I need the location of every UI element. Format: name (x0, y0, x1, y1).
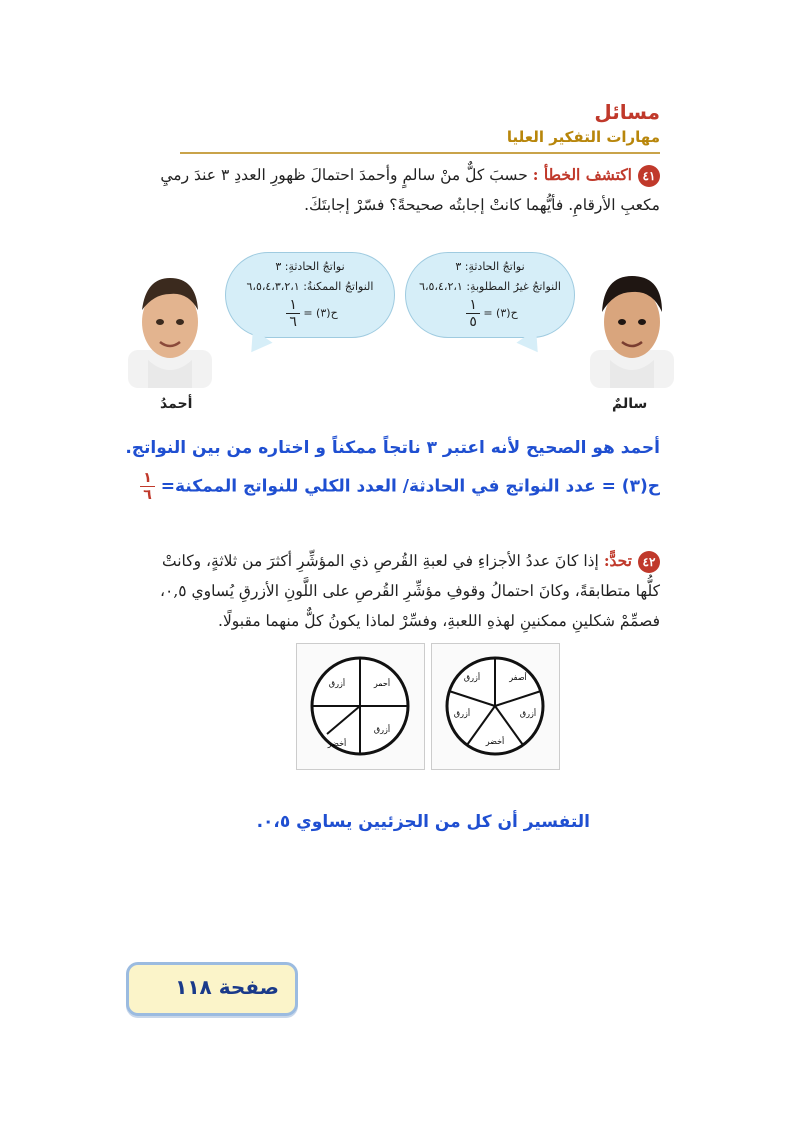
question-text: إذا كانَ عددُ الأجزاءِ في لعبةِ القُرصِ ذي المؤشِّرِ أكثرَ من ثلاثةٍ، وكانتْ كلُّها متطابقةً، وكانَ احتمالُ وقوفِ مؤشِّرِ القُرصِ على اللَّونِ الأزرقِ يُساوي ٠,٥، فصمِّمْ شكلينِ ممكنينِ لهذهِ اللعبةِ، وفسِّرْ لماذا يكونُ كلٌّ منهما مقبولًا. (160, 552, 660, 630)
spinner-a-label: أحمر (373, 679, 391, 688)
salem-speech-bubble (405, 252, 575, 338)
page-number-badge (126, 962, 298, 1016)
spinner-b-label: أزرق (463, 673, 481, 682)
ahmad-photo (128, 270, 212, 388)
ahmad-probability (226, 297, 394, 330)
ahmad-speech-bubble (225, 252, 395, 338)
section-divider (180, 152, 660, 154)
salem-other-outcomes: النواتجُ غيرُ المطلوبةِ: ٦،٥،٤،٢،١ (419, 280, 561, 293)
ahmad-prob-label: ح(٣) = (303, 306, 338, 320)
ahmad-event-outcomes: نواتجُ الحادثةِ: ٣ (275, 260, 345, 273)
spinner-a-label: أخضر (327, 739, 347, 748)
answer-explanation: التفسير أن كل من الجزئيين يساوي ٠،٥. (256, 812, 590, 832)
answer-frac-numerator: ١ (140, 470, 155, 487)
section-subtitle: مهارات التفكير العليا (506, 128, 660, 146)
salem-event-outcomes: نواتجُ الحادثةِ: ٣ (455, 260, 525, 273)
question-41 (140, 160, 660, 220)
question-42 (140, 546, 660, 636)
answer-line-2 (136, 470, 660, 503)
spinner-diagram-five-sectors (431, 643, 560, 770)
salem-prob-label: ح(٣) = (483, 306, 518, 320)
answer-line-1: أحمد هو الصحيح لأنه اعتبر ٣ ناتجاً ممكناً و اختاره من بين النواتج. (125, 438, 660, 458)
salem-frac-denominator: ٥ (469, 314, 477, 330)
spinner-b-label: أخضر (485, 737, 505, 746)
question-heading: تحدًّ: (603, 551, 632, 570)
ahmad-possible-outcomes: النواتجُ الممكنةُ: ٦،٥،٤،٣،٢،١ (246, 280, 374, 293)
spinner-a-label: أزرق (328, 679, 346, 688)
question-number-badge: ٤١ (638, 165, 660, 187)
salem-probability (406, 297, 574, 330)
question-text: حسبَ كلٌّ منْ سالمٍ وأحمدَ احتمالَ ظهورِ العددِ ٣ عندَ رميِ مكعبِ الأرقامِ. فأيُّهما كانتْ إجابتُه صحيحةً؟ فسّرْ إجابتَكَ. (160, 166, 660, 214)
spinner-b-label: أصفر (509, 673, 527, 682)
spinner-b-label: أزرق (453, 709, 471, 718)
answer-frac-denominator: ٦ (143, 487, 152, 503)
question-number-badge: ٤٢ (638, 551, 660, 573)
spinner-a-label: أزرق (373, 725, 391, 734)
ahmad-frac-numerator: ١ (286, 297, 300, 314)
spinner-diagram-four-sectors (296, 643, 425, 770)
spinner-b-label: أزرق (519, 709, 537, 718)
question-heading: اكتشف الخطأ : (532, 165, 632, 184)
salem-name: سالمٌ (612, 396, 648, 412)
ahmad-frac-denominator: ٦ (289, 314, 297, 330)
section-title: مسائل (594, 100, 660, 124)
ahmad-name: أحمدُ (160, 396, 193, 412)
salem-photo (590, 270, 674, 388)
answer-formula: ح(٣) = عدد النواتج في الحادثة/ العدد الكلي للنواتج الممكنة= (160, 476, 660, 497)
salem-frac-numerator: ١ (466, 297, 480, 314)
page-number-label: صفحة ١١٨ (175, 975, 279, 999)
